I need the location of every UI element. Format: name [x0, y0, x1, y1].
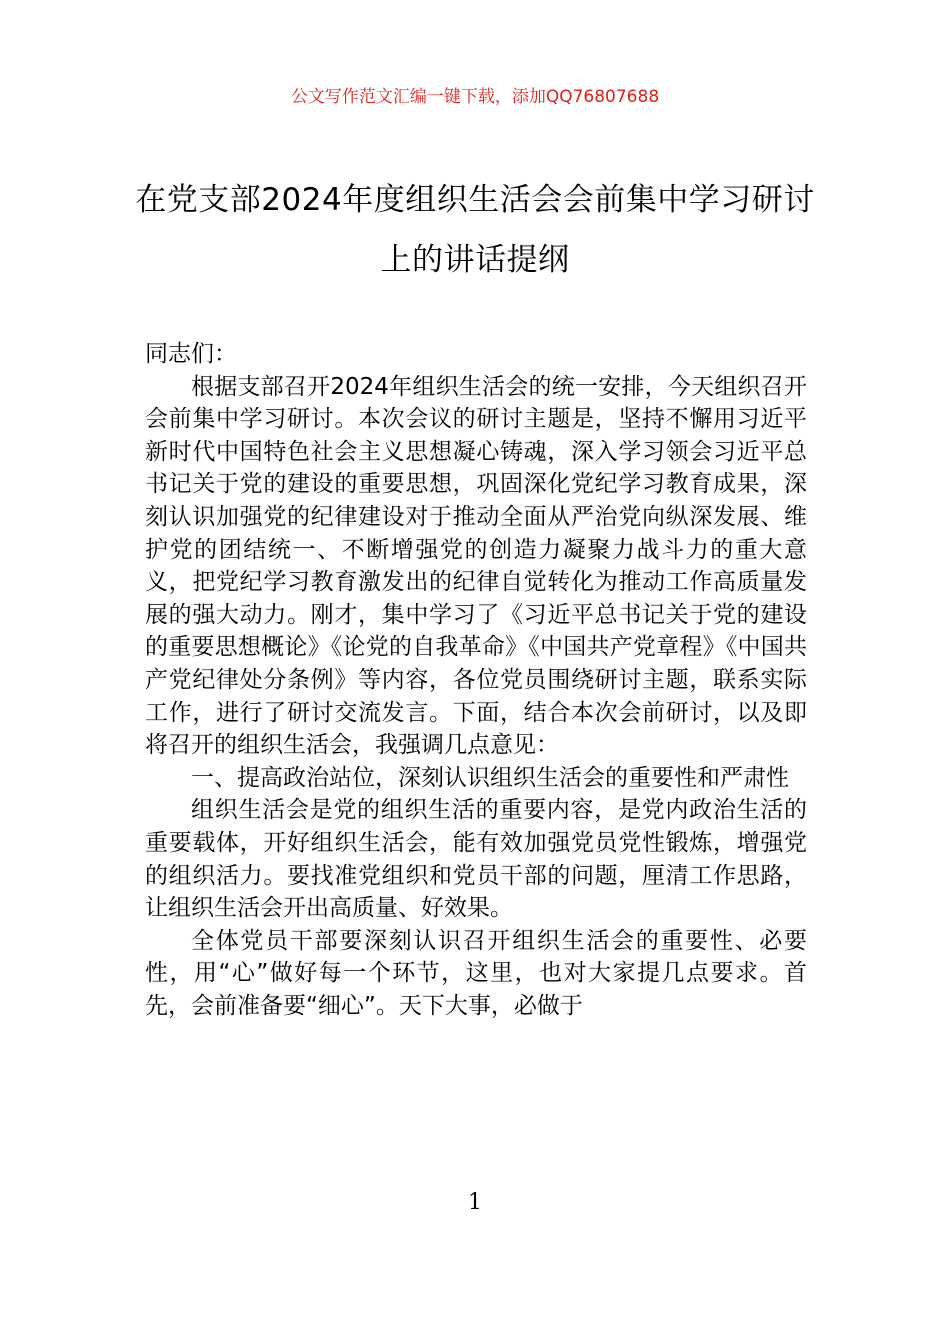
document-body [145, 338, 807, 1022]
document-title: 在党支部2024年度组织生活会会前集中学习研讨上的讲话提纲 [135, 182, 815, 278]
page-number: 1 [468, 1190, 482, 1215]
header-note: 公文写作范文汇编一键下载，添加QQ76807688 [290, 87, 660, 107]
paragraph: 根据支部召开2024年组织生活会的统一安排，今天组织召开会前集中学习研讨。本次会议的研讨主题是，坚持不懈用习近平新时代中国特色社会主义思想凝心铸魂，深入学习领会习近平总书记关于党的建设的重要思想，巩固深化党纪学习教育成果，深刻认识加强党的纪律建设对于推动全面从严治党向纵深发展、维护党的团结统一、不断增强党的创造力凝聚力战斗力的重大意义，把党纪学习教育激发出的纪律自觉转化为推动工作高质量发展的强大动力。刚才，集中学习了《习近平总书记关于党的建设的重要思想概论》《论党的自我革命》《中国共产党章程》《中国共产党纪律处分条例》等内容，各位党员围绕研讨主题，联系实际工作，进行了研讨交流发言。下面，结合本次会前研讨，以及即将召开的组织生活会，我强调几点意见： [145, 373, 807, 759]
salutation: 同志们： [145, 341, 237, 367]
paragraph: 组织生活会是党的组织生活的重要内容，是党内政治生活的重要载体，开好组织生活会，能有效加强党员党性锻炼，增强党的组织活力。要找准党组织和党员干部的问题，厘清工作思路，让组织生活会开出高质量、好效果。 [145, 797, 807, 922]
paragraph: 全体党员干部要深刻认识召开组织生活会的重要性、必要性，用“心”做好每一个环节，这里，也对大家提几点要求。首先，会前准备要“细心”。天下大事，必做于 [145, 927, 807, 1019]
section-heading: 一、提高政治站位，深刻认识组织生活会的重要性和严肃性 [191, 764, 789, 791]
